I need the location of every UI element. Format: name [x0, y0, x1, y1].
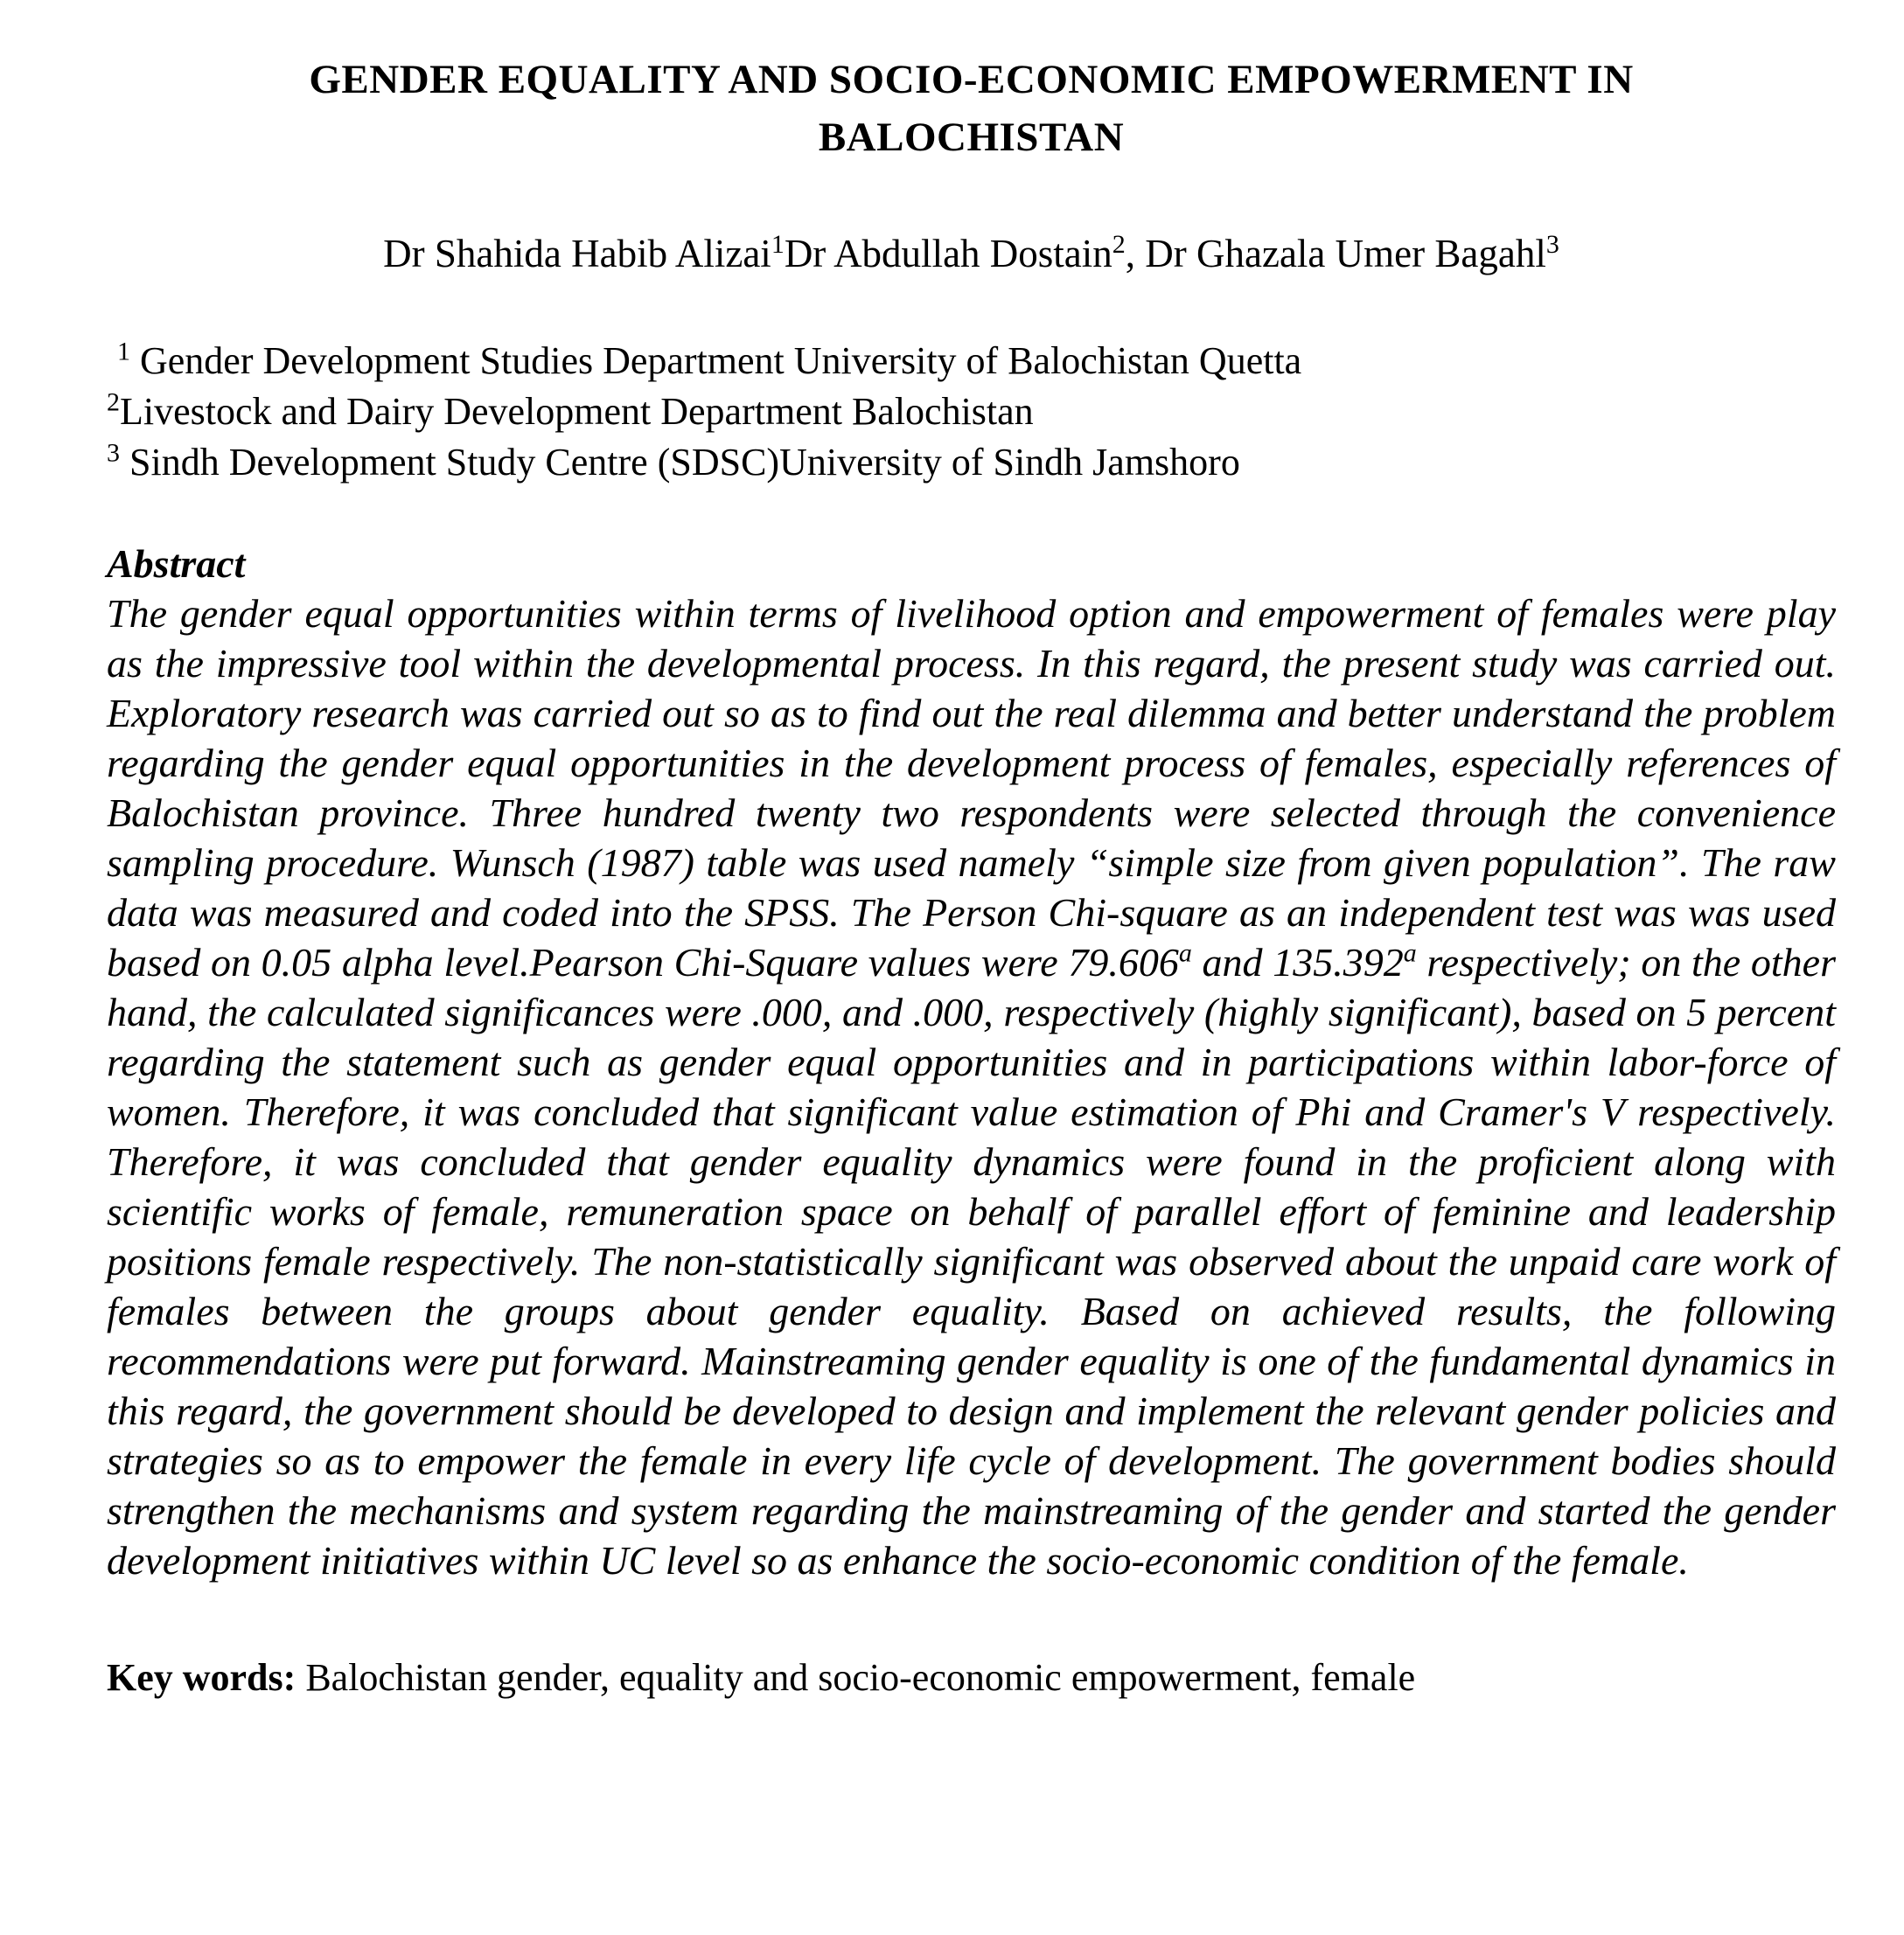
affiliation-3-text: Sindh Development Study Centre (SDSC)University of Sindh Jamshoro [120, 441, 1240, 484]
affiliation-line-1 [107, 336, 1836, 386]
affiliation-3-superscript: 3 [107, 438, 120, 468]
abstract-text-segment-2: and 135.392 [1191, 940, 1404, 985]
affiliation-1-superscript: 1 [117, 337, 130, 366]
author-name-2: Dr Abdullah Dostain [784, 232, 1112, 275]
author-name-3: , Dr Ghazala Umer Bagahl [1125, 232, 1546, 275]
authors-line [107, 229, 1836, 278]
abstract-text-segment-1: The gender equal opportunities within terms of livelihood option and empowerment of females were play as the impressive tool within the developmental process. In this regard, the present study was carried out. Exploratory research was carried out so as to find out the real dilemma and better understand the problem regarding the gender equal opportunities in the development process of females, especially references of Balochistan province. Three hundred twenty two respondents were selected through the convenience sampling procedure. Wunsch (1987) table was used namely “simple size from given population”. The raw data was measured and coded into the SPSS. The Person Chi-square as an independent test was was used based on 0.05 alpha level.Pearson Chi-Square values were 79.606 [107, 591, 1836, 985]
keywords-label: Key words: [107, 1656, 296, 1699]
author-name-1: Dr Shahida Habib Alizai [383, 232, 771, 275]
chi-square-value-1-superscript: a [1178, 938, 1192, 968]
affiliation-line-2 [107, 386, 1836, 437]
chi-square-value-2-superscript: a [1403, 938, 1417, 968]
abstract-text-segment-3: respectively; on the other hand, the calculated significances were .000, and .000, respectively (highly significant), based on 5 percent regarding the statement such as gender equal opportunities and in participations within labor-force of women. Therefore, it was concluded that significant value estimation of Phi and Cramer's V respectively. Therefore, it was concluded that gender equality dynamics were found in the proficient along with scientific works of female, remuneration space on behalf of parallel effort of feminine and leadership positions female respectively. The non-statistically significant was observed about the unpaid care work of females between the groups about gender equality. Based on achieved results, the following recommendations were put forward. Mainstreaming gender equality is one of the fundamental dynamics in this regard, the government should be developed to design and implement the relevant gender policies and strategies so as to empower the female in every life cycle of development. The government bodies should strengthen the mechanisms and system regarding the mainstreaming of the gender and started the gender development initiatives within UC level so as enhance the socio-economic condition of the female. [107, 940, 1836, 1583]
affiliation-line-3 [107, 437, 1836, 488]
author-3-superscript: 3 [1545, 230, 1559, 259]
affiliation-1-text: Gender Development Studies Department University of Balochistan Quetta [130, 339, 1302, 382]
abstract-paragraph [107, 588, 1836, 1585]
affiliations-block [107, 336, 1836, 488]
page-title: GENDER EQUALITY AND SOCIO-ECONOMIC EMPOWERMENT IN BALOCHISTAN [309, 57, 1634, 160]
keywords-line [107, 1653, 1836, 1702]
author-2-superscript: 2 [1112, 230, 1126, 259]
keywords-text: Balochistan gender, equality and socio-economic empowerment, female [296, 1656, 1416, 1699]
affiliation-2-text: Livestock and Dairy Development Department Balochistan [120, 390, 1034, 433]
author-1-superscript: 1 [771, 230, 785, 259]
abstract-heading: Abstract [107, 541, 246, 586]
affiliation-2-superscript: 2 [107, 387, 120, 417]
